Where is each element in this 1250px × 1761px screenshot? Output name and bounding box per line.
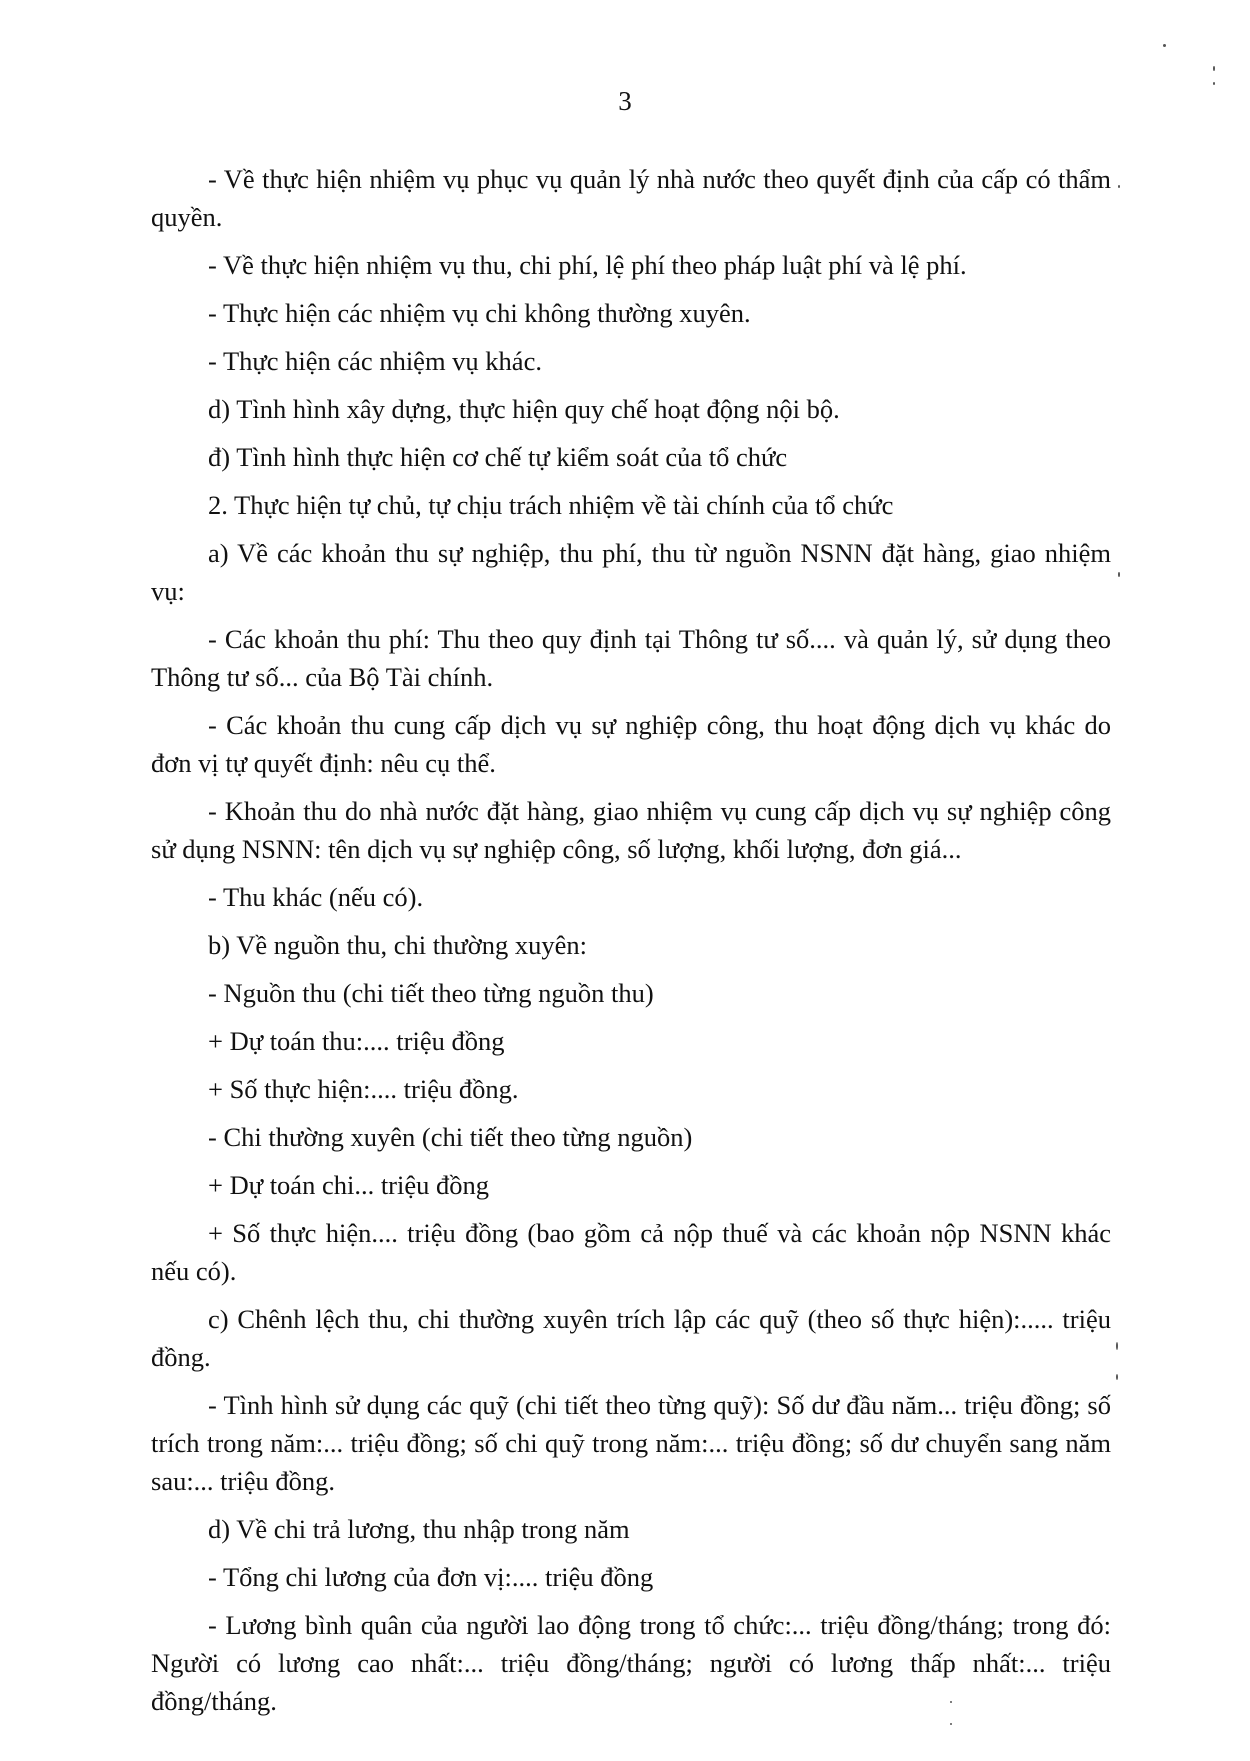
document-body xyxy=(151,160,1111,1730)
page-number: 3 xyxy=(618,86,632,116)
paragraph-fee-collection-tasks: - Về thực hiện nhiệm vụ thu, chi phí, lệ phí theo pháp luật phí và lệ phí. xyxy=(208,250,967,280)
paragraph-self-control: đ) Tình hình thực hiện cơ chế tự kiểm soát của tổ chức xyxy=(208,442,788,472)
paragraph-other-revenue: - Thu khác (nếu có). xyxy=(208,882,424,912)
paragraph-revenue-actual: + Số thực hiện:.... triệu đồng. xyxy=(208,1074,519,1104)
paragraph-expense-estimate: + Dự toán chi... triệu đồng xyxy=(208,1170,490,1200)
paragraph-regular-expense: - Chi thường xuyên (chi tiết theo từng nguồn) xyxy=(208,1122,693,1152)
paragraph-regular-revenue-expense: b) Về nguồn thu, chi thường xuyên: xyxy=(208,930,587,960)
scan-speck xyxy=(1118,572,1120,577)
paragraph-revenue-estimate: + Dự toán thu:.... triệu đồng xyxy=(208,1026,505,1056)
paragraph-average-salary: - Lương bình quân của người lao động trong tổ chức:... triệu đồng/tháng; trong đó: Người có lương cao nhất:... triệu đồng/tháng; người có lương thấp nhất:... triệu đồng/tháng. xyxy=(151,1610,1111,1716)
paragraph-public-service-revenue: - Các khoản thu cung cấp dịch vụ sự nghiệp công, thu hoạt động dịch vụ khác do đơn vị tự quyết định: nêu cụ thể. xyxy=(151,710,1111,778)
scan-speck xyxy=(950,1723,952,1725)
paragraph-total-salary: - Tổng chi lương của đơn vị:.... triệu đồng xyxy=(208,1562,654,1592)
scan-speck xyxy=(1213,82,1215,85)
paragraph-surplus-funds: c) Chênh lệch thu, chi thường xuyên trích lập các quỹ (theo số thực hiện):..... triệu đồng. xyxy=(151,1304,1111,1372)
paragraph-salary-payment: d) Về chi trả lương, thu nhập trong năm xyxy=(208,1514,630,1544)
section-heading-financial-autonomy: 2. Thực hiện tự chủ, tự chịu trách nhiệm về tài chính của tổ chức xyxy=(208,490,894,520)
paragraph-state-order-revenue: - Khoản thu do nhà nước đặt hàng, giao nhiệm vụ cung cấp dịch vụ sự nghiệp công sử dụng NSNN: tên dịch vụ sự nghiệp công, số lượng, khối lượng, đơn giá... xyxy=(151,796,1111,864)
paragraph-revenue-source: - Nguồn thu (chi tiết theo từng nguồn thu) xyxy=(208,978,654,1008)
paragraph-fee-revenue: - Các khoản thu phí: Thu theo quy định tại Thông tư số.... và quản lý, sử dụng theo Thông tư số... của Bộ Tài chính. xyxy=(151,624,1111,692)
scan-speck xyxy=(1213,66,1215,71)
paragraph-other-tasks: - Thực hiện các nhiệm vụ khác. xyxy=(208,346,542,376)
paragraph-fund-usage: - Tình hình sử dụng các quỹ (chi tiết theo từng quỹ): Số dư đầu năm... triệu đồng; số trích trong năm:... triệu đồng; số chi quỹ trong năm:... triệu đồng; số dư chuyển sang năm sau:... triệu đồng. xyxy=(151,1390,1111,1496)
paragraph-revenue-items: a) Về các khoản thu sự nghiệp, thu phí, thu từ nguồn NSNN đặt hàng, giao nhiệm vụ: xyxy=(151,538,1111,606)
scan-speck xyxy=(1163,44,1166,47)
paragraph-internal-regulations: d) Tình hình xây dựng, thực hiện quy chế hoạt động nội bộ. xyxy=(208,394,840,424)
paragraph-management-tasks: - Về thực hiện nhiệm vụ phục vụ quản lý nhà nước theo quyết định của cấp có thẩm quyền. xyxy=(151,164,1111,232)
paragraph-irregular-spending: - Thực hiện các nhiệm vụ chi không thường xuyên. xyxy=(208,298,751,328)
scan-speck xyxy=(1118,185,1120,188)
scan-speck xyxy=(1116,1374,1118,1380)
scan-speck xyxy=(950,1701,952,1703)
scan-speck xyxy=(1116,1342,1118,1350)
paragraph-expense-actual: + Số thực hiện.... triệu đồng (bao gồm cả nộp thuế và các khoản nộp NSNN khác nếu có). xyxy=(151,1218,1111,1286)
